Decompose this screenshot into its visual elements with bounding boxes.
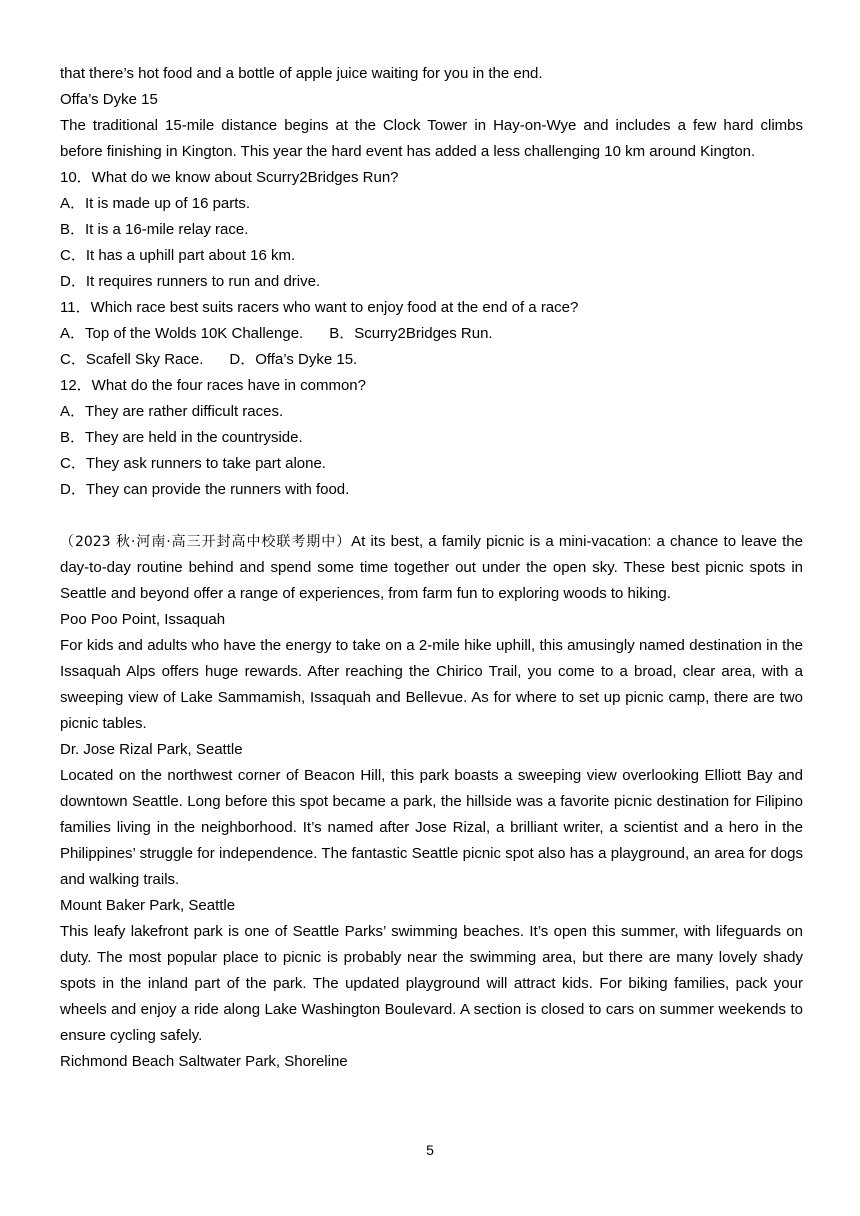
answer-option: C．Scafell Sky Race. xyxy=(60,351,204,368)
text-line: C．They ask runners to take part alone. xyxy=(60,455,326,472)
paragraph: The traditional 15-mile distance begins at the Clock Tower in Hay-on-Wye and includes a few hard climbs before finishing in Kington. This year the hard event has added a less challenging 10 km around Kington. xyxy=(60,117,803,160)
passage-intro-paragraph xyxy=(60,529,803,607)
text-line: B．They are held in the countryside. xyxy=(60,429,303,446)
text-line: Poo Poo Point, Issaquah xyxy=(60,611,226,628)
text-line: A．It is made up of 16 parts. xyxy=(60,195,251,212)
text-line: 10．What do we know about Scurry2Bridges Run? xyxy=(60,169,399,186)
answer-option: B．Scurry2Bridges Run. xyxy=(329,325,493,342)
document-body xyxy=(60,61,803,1075)
paragraph: that there’s hot food and a bottle of apple juice waiting for you in the end. xyxy=(60,65,543,82)
text-line: Dr. Jose Rizal Park, Seattle xyxy=(60,741,243,758)
text-line: Richmond Beach Saltwater Park, Shoreline xyxy=(60,1053,348,1070)
paragraph-text: At its best, a family picnic is a mini-vacation: a chance to leave the day-to-day routine behind and spend some time together out under the open sky. These best picnic spots in Seattle and beyond offer a range of experiences, from farm fun to exploring woods to hiking. xyxy=(60,533,803,602)
text-line: C．It has a uphill part about 16 km. xyxy=(60,247,296,264)
blank-line xyxy=(60,503,803,529)
answer-options-row xyxy=(60,347,803,373)
text-line: Mount Baker Park, Seattle xyxy=(60,897,236,914)
exam-source-label: （2023 秋·河南·高三开封高中校联考期中） xyxy=(60,534,352,550)
text-line: A．They are rather difficult races. xyxy=(60,403,284,420)
text-line: D．They can provide the runners with food. xyxy=(60,481,350,498)
text-line: Offa’s Dyke 15 xyxy=(60,91,158,108)
paragraph: Located on the northwest corner of Beacon Hill, this park boasts a sweeping view overlooking Elliott Bay and downtown Seattle. Long before this spot became a park, the hillside was a favorite picnic destination for Filipino families living in the neighborhood. It’s named after Jose Rizal, a brilliant writer, a scientist and a hero in the Philippines’ struggle for independence. The fantastic Seattle picnic spot also has a playground, an area for dogs and walking trails. xyxy=(60,767,803,888)
text-line: B．It is a 16-mile relay race. xyxy=(60,221,249,238)
paragraph: This leafy lakefront park is one of Seattle Parks’ swimming beaches. It’s open this summer, with lifeguards on duty. The most popular place to picnic is probably near the swimming area, but there are many lovely shady spots in the inland part of the park. The updated playground will attract kids. For biking families, pack your wheels and enjoy a ride along Lake Washington Boulevard. A section is closed to cars on summer weekends to ensure cycling safely. xyxy=(60,923,803,1044)
paragraph: For kids and adults who have the energy to take on a 2-mile hike uphill, this amusingly named destination in the Issaquah Alps offers huge rewards. After reaching the Chirico Trail, you come to a broad, clear area, with a sweeping view of Lake Sammamish, Issaquah and Bellevue. As for where to set up picnic camp, there are two picnic tables. xyxy=(60,637,803,732)
text-line: 11．Which race best suits racers who want to enjoy food at the end of a race? xyxy=(60,299,579,316)
text-line: D．It requires runners to run and drive. xyxy=(60,273,321,290)
page-number: 5 xyxy=(426,1142,434,1158)
answer-option: D．Offa’s Dyke 15. xyxy=(229,351,358,368)
answer-option: A．Top of the Wolds 10K Challenge. xyxy=(60,325,304,342)
answer-options-row xyxy=(60,321,803,347)
text-line: 12．What do the four races have in common? xyxy=(60,377,366,394)
